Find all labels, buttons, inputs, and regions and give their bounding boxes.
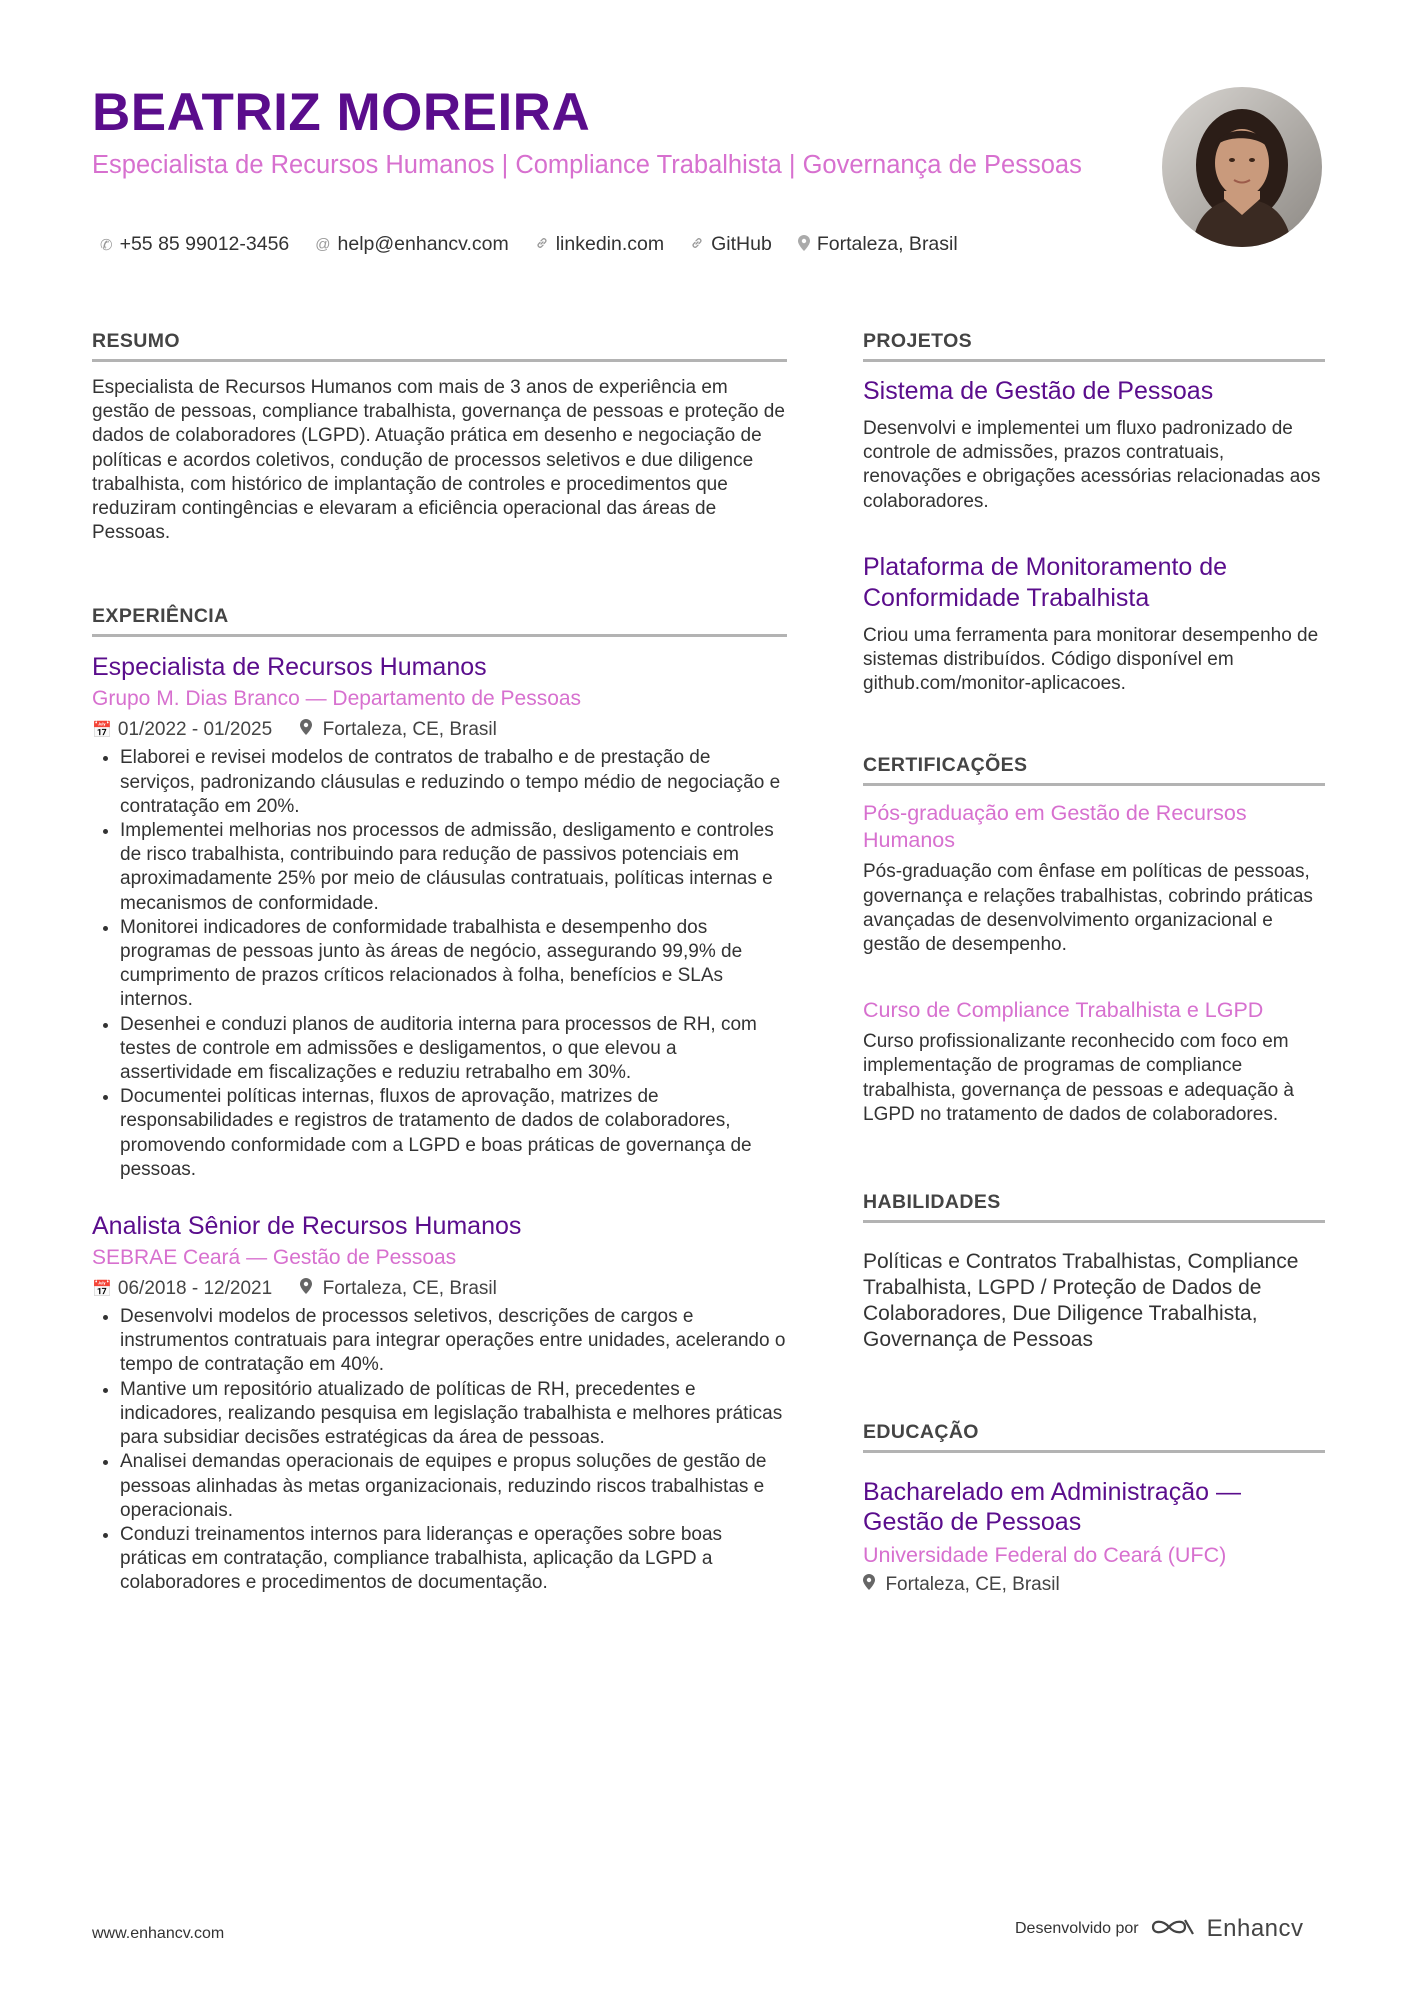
brand-name: Enhancv xyxy=(1206,1915,1304,1942)
list-item: • Monitorei indicadores de conformidade trabalhista e desempenho dos programas de pessoas junto às áreas de negócio, assegurando 99,9% de cumprimento de prazos críticos relacionados à folha, benefícios e SLAs internos. xyxy=(120,916,787,1013)
at-icon: @ xyxy=(315,236,331,253)
location-pin-icon xyxy=(300,722,316,739)
list-item: • Implementei melhorias nos processos de admissão, desligamento e controles de risco trabalhista, contribuindo para redução de passivos potenciais em aproximadamente 25% por meio de cláusulas contratuais, políticas internas e mecanismos de conformidade. xyxy=(120,819,787,916)
job-title: Analista Sênior de Recursos Humanos xyxy=(92,1212,522,1241)
list-item: • Elaborei e revisei modelos de contratos de trabalho e de prestação de serviços, padronizando cláusulas e reduzindo o tempo médio de negociação e contratação em 20%. xyxy=(120,746,787,819)
job-entry xyxy=(92,651,787,1182)
list-item: • Analisei demandas operacionais de equipes e propus soluções de gestão de pessoas alinhadas às metas organizacionais, reduzindo riscos trabalhistas e operacionais. xyxy=(120,1450,787,1523)
education-meta xyxy=(863,1572,1325,1599)
skills-heading: HABILIDADES xyxy=(863,1191,1325,1223)
contact-linkedin[interactable] xyxy=(535,233,664,256)
contact-location xyxy=(798,233,958,256)
candidate-headline: Especialista de Recursos Humanos | Compliance Trabalhista | Governança de Pessoas xyxy=(92,151,1082,179)
list-item: • Conduzi treinamentos internos para lideranças e operações sobre boas práticas em contratação, compliance trabalhista, aplicação da LGPD a colaboradores e procedimentos de documentação. xyxy=(120,1523,787,1596)
project-title: Plataforma de Monitoramento de Conformidade Trabalhista xyxy=(863,552,1228,612)
education-location xyxy=(863,1572,1060,1599)
contact-location-text: Fortaleza, Brasil xyxy=(816,233,958,255)
projects-heading: PROJETOS xyxy=(863,330,1325,362)
job-location-text: Fortaleza, CE, Brasil xyxy=(322,719,497,741)
job-dates-text: 06/2018 - 12/2021 xyxy=(117,1278,273,1300)
skills-text: Políticas e Contratos Trabalhistas, Compliance Trabalhista, LGPD / Proteção de Dados de Colaboradores, Due Diligence Trabalhista, Governança de Pessoas xyxy=(863,1250,1299,1352)
left-column xyxy=(92,330,787,1596)
job-meta xyxy=(92,1276,787,1303)
education-school: Universidade Federal do Ceará (UFC) xyxy=(863,1543,1227,1568)
location-pin-icon xyxy=(798,235,810,255)
education-heading: EDUCAÇÃO xyxy=(863,1421,1325,1453)
contact-phone-text: +55 85 99012-3456 xyxy=(119,233,290,255)
list-item: • Mantive um repositório atualizado de políticas de RH, precedentes e indicadores, realizando pesquisa em legislação trabalhista e melhores práticas para subsidiar decisões estratégicas da área de pessoas. xyxy=(120,1378,787,1451)
right-column xyxy=(863,330,1325,1599)
list-item: • Desenvolvi modelos de processos seletivos, descrições de cargos e instrumentos contratuais para integrar operações entre unidades, acelerando o tempo de contratação em 40%. xyxy=(120,1305,787,1378)
project-desc: Desenvolvi e implementei um fluxo padronizado de controle de admissões, prazos contratuais, renovações e obrigações acessórias relacionadas aos colaboradores. xyxy=(863,418,1321,512)
job-bullets xyxy=(92,1305,787,1595)
profile-photo xyxy=(1162,87,1322,247)
job-bullets xyxy=(92,746,787,1182)
certification-entry xyxy=(863,997,1325,1127)
job-dates-text: 01/2022 - 01/2025 xyxy=(117,719,273,741)
job-meta xyxy=(92,717,787,744)
experience-heading: EXPERIÊNCIA xyxy=(92,605,787,637)
footer-brand[interactable] xyxy=(1015,1915,1304,1943)
certification-entry xyxy=(863,800,1325,957)
contact-github[interactable] xyxy=(690,233,772,256)
job-dates xyxy=(92,1276,272,1303)
project-title: Sistema de Gestão de Pessoas xyxy=(863,377,1214,405)
enhancv-logo-icon xyxy=(1149,1916,1197,1943)
calendar-icon: 📅 xyxy=(92,1281,112,1299)
job-title: Especialista de Recursos Humanos xyxy=(92,653,487,682)
job-location-text: Fortaleza, CE, Brasil xyxy=(322,1278,497,1300)
experience-section xyxy=(92,605,787,1595)
contact-bar xyxy=(100,233,958,256)
contact-github-text: GitHub xyxy=(711,233,772,255)
skills-section xyxy=(863,1191,1325,1353)
link-icon xyxy=(690,236,704,254)
summary-section xyxy=(92,330,787,545)
project-entry xyxy=(863,376,1325,514)
location-pin-icon xyxy=(300,1281,316,1298)
footer-website[interactable]: www.enhancv.com xyxy=(92,1925,225,1942)
project-desc: Criou uma ferramenta para monitorar desempenho de sistemas distribuídos. Código disponível em github.com/monitor-aplicacoes. xyxy=(863,624,1319,695)
candidate-name: BEATRIZ MOREIRA xyxy=(92,83,591,142)
link-icon xyxy=(535,236,549,254)
job-entry xyxy=(92,1210,787,1595)
certification-desc: Curso profissionalizante reconhecido com foco em implementação de programas de compliance trabalhista, governança de pessoas e adequação à LGPD no tratamento de dados de colaboradores. xyxy=(863,1031,1294,1125)
summary-heading: RESUMO xyxy=(92,330,787,362)
job-dates xyxy=(92,717,272,744)
job-location xyxy=(300,717,497,744)
certification-title: Curso de Compliance Trabalhista e LGPD xyxy=(863,998,1264,1023)
phone-icon: ✆ xyxy=(100,236,113,254)
contact-linkedin-text: linkedin.com xyxy=(555,233,665,255)
list-item: • Documentei políticas internas, fluxos de aprovação, matrizes de responsabilidades e registros de tratamento de dados de colaboradores, promovendo conformidade com a LGPD e boas práticas de governança de pessoas. xyxy=(120,1085,787,1182)
contact-email-text: help@enhancv.com xyxy=(337,233,509,255)
contact-phone[interactable] xyxy=(100,233,289,256)
job-location xyxy=(300,1276,497,1303)
contact-email[interactable] xyxy=(315,233,508,256)
job-company: SEBRAE Ceará — Gestão de Pessoas xyxy=(92,1246,457,1270)
summary-text: Especialista de Recursos Humanos com mais de 3 anos de experiência em gestão de pessoas, compliance trabalhista, governança de pessoas e proteção de dados de colaboradores (LGPD). Atuação prática em desenho e negociação de políticas e acordos coletivos, condução de processos seletivos e due diligence trabalhista, com histórico de implantação de controles e procedimentos que reduziram contingências e elevaram a eficiência operacional das áreas de Pessoas. xyxy=(92,377,785,544)
location-pin-icon xyxy=(863,1577,879,1594)
education-degree: Bacharelado em Administração — Gestão de Pessoas xyxy=(863,1478,1241,1537)
calendar-icon: 📅 xyxy=(92,722,112,740)
certifications-section xyxy=(863,754,1325,1127)
certification-desc: Pós-graduação com ênfase em políticas de pessoas, governança e relações trabalhistas, cobrindo práticas avançadas de desenvolvimento organizacional e gestão de desempenho. xyxy=(863,861,1313,956)
education-location-text: Fortaleza, CE, Brasil xyxy=(885,1574,1060,1596)
certifications-heading: CERTIFICAÇÕES xyxy=(863,754,1325,786)
job-company: Grupo M. Dias Branco — Departamento de Pessoas xyxy=(92,687,582,711)
certification-title: Pós-graduação em Gestão de Recursos Humanos xyxy=(863,801,1247,853)
project-entry xyxy=(863,552,1325,697)
projects-section xyxy=(863,330,1325,696)
powered-by-text: Desenvolvido por xyxy=(1015,1920,1139,1937)
education-section xyxy=(863,1421,1325,1599)
list-item: • Desenhei e conduzi planos de auditoria interna para processos de RH, com testes de controle em admissões e desligamentos, o que elevou a assertividade em fiscalizações e reduziu retrabalho em 30%. xyxy=(120,1013,787,1086)
